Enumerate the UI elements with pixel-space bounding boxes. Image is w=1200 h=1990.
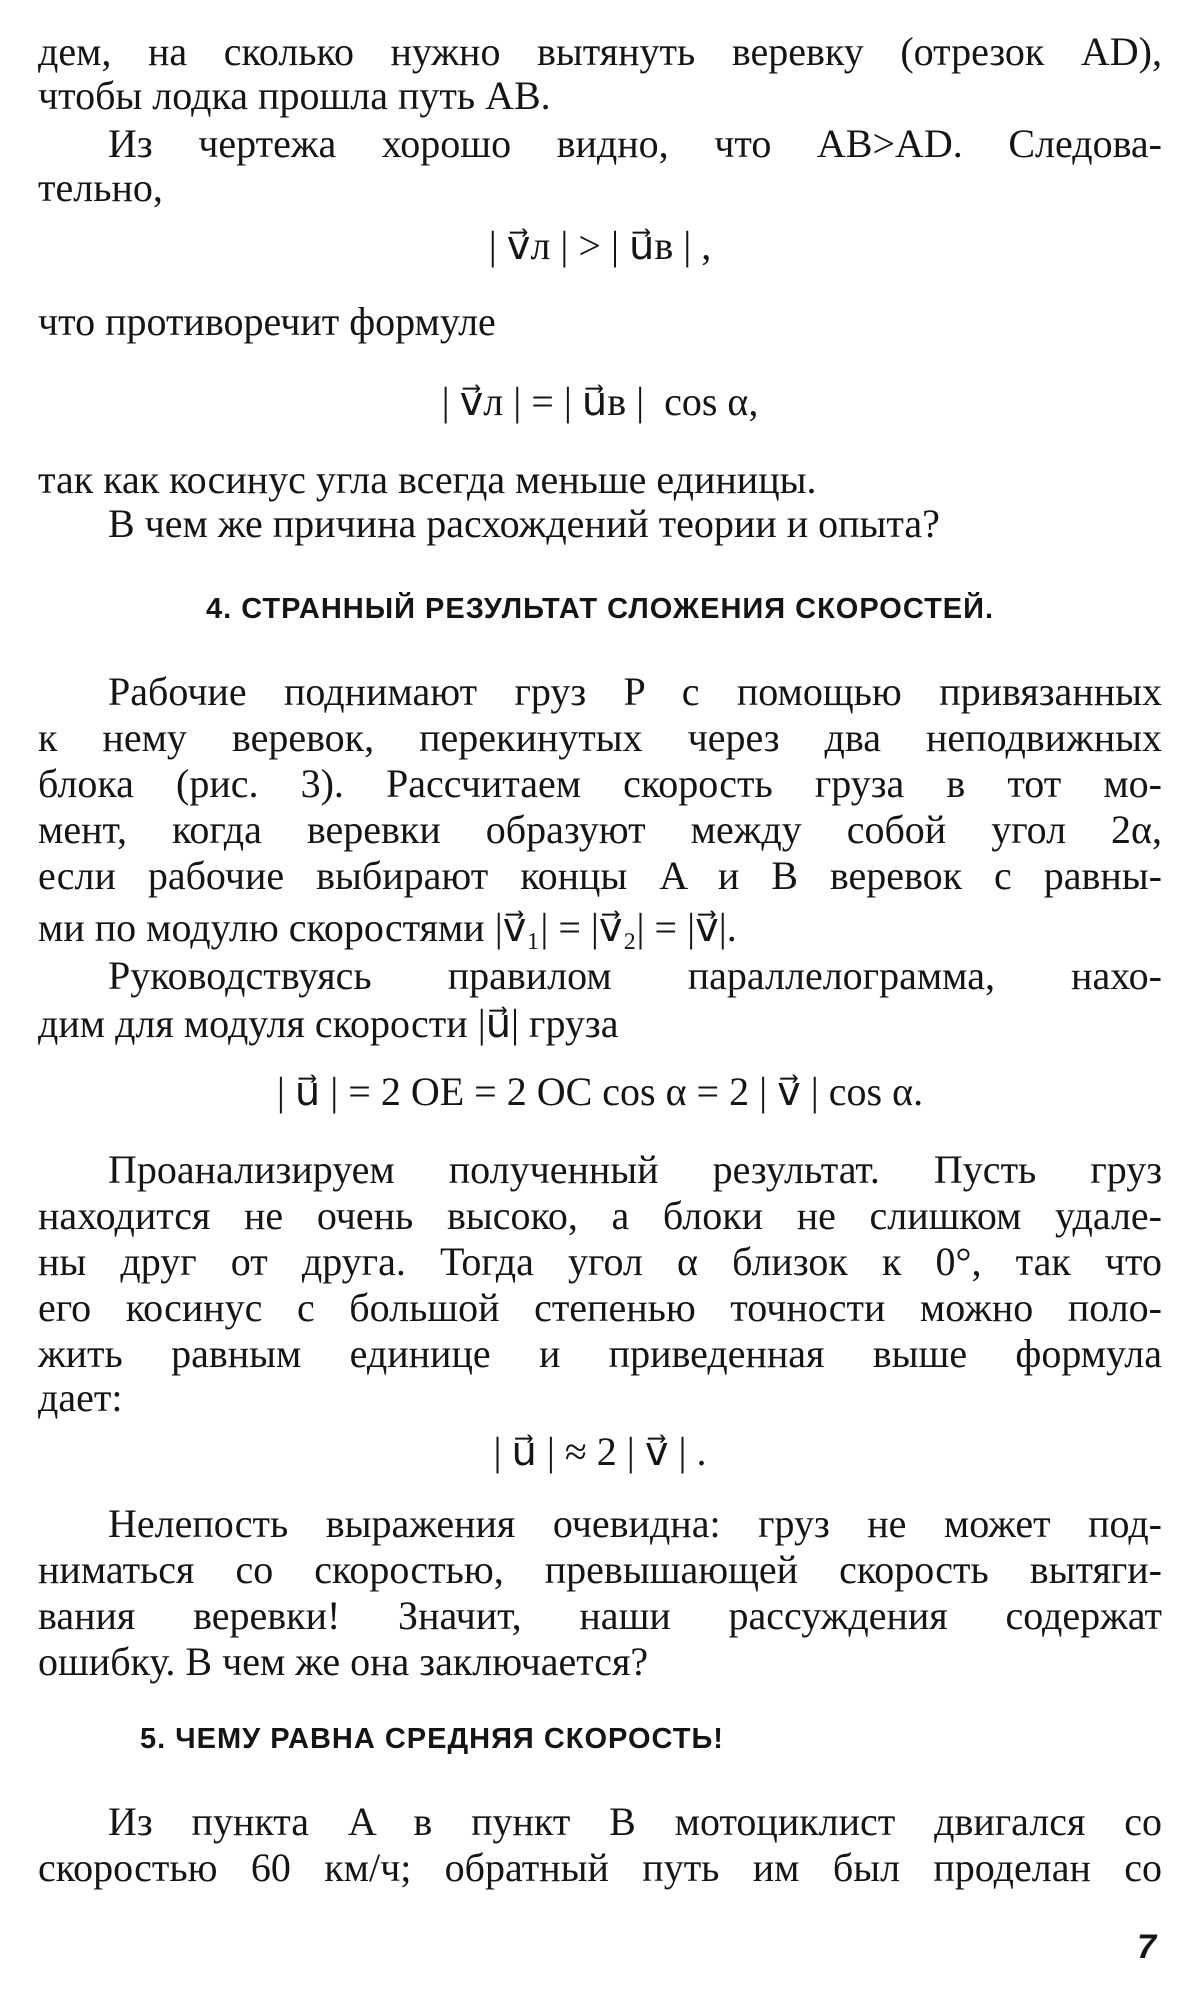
section-heading-5: 5. ЧЕМУ РАВНА СРЕДНЯЯ СКОРОСТЬ!: [140, 1723, 724, 1755]
text-line: дем, на сколько нужно вытянуть веревку (отрезок AD),: [38, 29, 1162, 74]
text-line: Из чертежа хорошо видно, что AB>AD. Следова-: [108, 121, 1162, 166]
formula-inequality: | v⃗л | > | u⃗в | ,: [488, 223, 712, 268]
text-line: мент, когда веревки образуют между собой угол 2α,: [38, 807, 1162, 852]
text-line: дает:: [38, 1375, 123, 1420]
text-line: его косинус с большой степенью точности можно поло-: [38, 1285, 1162, 1330]
text-line: если рабочие выбирают концы A и B веревок с равны-: [38, 853, 1162, 898]
text-line: Из пункта A в пункт B мотоциклист двигался со: [108, 1799, 1162, 1844]
formula-cos: | v⃗л | = | u⃗в | cos α,: [441, 379, 759, 424]
text-line: к нему веревок, перекинутых через два неподвижных: [38, 715, 1162, 760]
text-line: чтобы лодка прошла путь AB.: [38, 73, 551, 118]
text-line: Рабочие поднимают груз P с помощью привязанных: [108, 669, 1162, 714]
text-line: ниматься со скоростью, превышающей скорость вытяги-: [38, 1547, 1162, 1592]
text-line: ны друг от друга. Тогда угол α близок к 0°, так что: [38, 1239, 1162, 1284]
formula-approx: | u⃗ | ≈ 2 | v⃗ | .: [493, 1429, 707, 1474]
text-line: Проанализируем полученный результат. Пусть груз: [108, 1147, 1162, 1192]
text-line: жить равным единице и приведенная выше формула: [38, 1331, 1162, 1376]
section-heading-4: 4. СТРАННЫЙ РЕЗУЛЬТАТ СЛОЖЕНИЯ СКОРОСТЕЙ.: [205, 593, 995, 625]
text-line: находится не очень высоко, а блоки не слишком удале-: [38, 1193, 1162, 1238]
page-number: 7: [1137, 1928, 1156, 1966]
text-line: Нелепость выражения очевидна: груз не может под-: [108, 1501, 1162, 1546]
text-line: что противоречит формуле: [38, 299, 496, 344]
text-line: скоростью 60 км/ч; обратный путь им был проделан со: [38, 1845, 1162, 1890]
text-line: тельно,: [38, 165, 163, 210]
formula-velocity: | u⃗ | = 2 OE = 2 OC cos α = 2 | v⃗ | cos α.: [276, 1069, 924, 1114]
text-line: В чем же причина расхождений теории и опыта?: [108, 501, 940, 546]
text-line: так как косинус угла всегда меньше единицы.: [38, 457, 817, 502]
text-line: ошибку. В чем же она заключается?: [38, 1639, 649, 1684]
text-line: Руководствуясь правилом параллелограмма, нахо-: [108, 953, 1162, 998]
text-line: дим для модуля скорости |u⃗| груза: [38, 1001, 619, 1046]
text-line: блока (рис. 3). Рассчитаем скорость груза в тот мо-: [38, 761, 1162, 806]
text-line: вания веревки! Значит, наши рассуждения содержат: [38, 1593, 1162, 1638]
text-line: ми по модулю скоростями |v⃗₁| = |v⃗₂| = |v⃗|.: [38, 905, 737, 950]
